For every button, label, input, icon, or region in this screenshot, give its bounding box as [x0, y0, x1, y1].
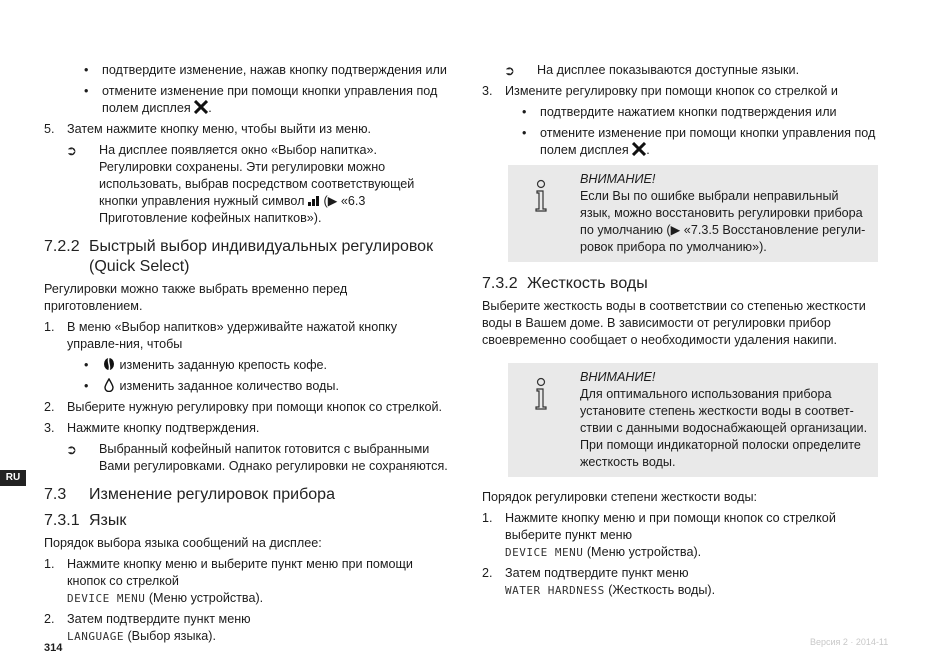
result-note [44, 441, 448, 475]
section-number: 7.3.1 [44, 512, 80, 529]
paragraph: Выберите жесткость воды в соответствии со степенью жесткости воды в Вашем доме. В зависимости от регулировки прибор своевременно сообщает о необходимости удаления накипи. [482, 299, 866, 347]
menu-item-code: DEVICE MENU [505, 546, 584, 559]
result-text: На дисплее показываются доступные языки. [537, 63, 800, 77]
step-number: 5. [44, 122, 55, 136]
section-number: 7.2.2 [44, 238, 80, 255]
step-number: 3. [482, 84, 493, 98]
step-text: Нажмите кнопку меню и выберите пункт меню при помощи кнопок со стрелкой [67, 557, 413, 588]
paragraph: Регулировки можно также выбрать временно перед приготовлением. [44, 282, 348, 313]
paragraph: Порядок регулировки степени жесткости воды: [482, 490, 758, 504]
strength-bars-icon [308, 196, 320, 206]
result-arrow-icon: ➲ [66, 143, 77, 158]
menu-item-code: LANGUAGE [67, 630, 124, 643]
footer-version: Версия 2 · 2014-11 [810, 637, 889, 647]
note-title: ВНИМАНИЕ! [580, 172, 656, 186]
step-text: Затем нажмите кнопку меню, чтобы выйти из меню. [67, 122, 372, 136]
section-title: Изменение регулировок прибора [89, 486, 335, 503]
bullet: • [84, 63, 89, 77]
language-tab: RU [0, 470, 26, 486]
step-number: 3. [44, 421, 55, 435]
step-number: 2. [44, 400, 55, 414]
bullet: • [84, 379, 89, 393]
step-number: 1. [44, 557, 55, 571]
attention-note [508, 363, 878, 477]
bullet: • [522, 105, 527, 119]
step-1 [482, 510, 878, 561]
close-x-icon [632, 142, 646, 156]
bullet-text: изменить заданное количество воды. [119, 379, 339, 393]
step-text: Измените регулировку при помощи кнопок со стрелкой и [505, 84, 838, 98]
step-2 [482, 565, 878, 599]
bullet-text: отмените изменение при помощи кнопки управления под полем дисплея [540, 126, 876, 157]
list-item [44, 378, 448, 395]
result-text: На дисплее появляется окно «Выбор напитка». Регулировки сохранены. Эти регулировки можно использовать, выбрав посредством соответствующей кнопки управления нужный символ [99, 143, 415, 208]
list-item [44, 62, 448, 79]
step-2 [44, 611, 448, 645]
bullet: • [84, 358, 89, 372]
section-heading-7-3-2 [482, 274, 878, 294]
result-note [482, 62, 878, 79]
bullet-text: отмените изменение при помощи кнопки управления под полем дисплея [102, 84, 438, 115]
step-3 [44, 420, 448, 437]
note-title: ВНИМАНИЕ! [580, 370, 656, 384]
list-item [482, 104, 878, 121]
step-text: Затем подтвердите пункт меню [505, 566, 689, 580]
section-heading-7-3 [44, 485, 448, 505]
close-x-icon [194, 100, 208, 114]
step-number: 1. [482, 511, 493, 525]
step-1 [44, 319, 448, 353]
step-number: 2. [482, 566, 493, 580]
info-icon [530, 179, 552, 213]
step-text: В меню «Выбор напитков» удерживайте нажатой кнопку управле-ния, чтобы [67, 320, 397, 351]
list-item [44, 357, 448, 374]
note-text: Если Вы по ошибке выбрали неправильный язык, можно восстановить регулировки прибора по умолчанию (▶ «7.3.5 Восстановление регули-ровок прибора по умолчанию»). [580, 189, 866, 254]
menu-item-desc: (Меню устройства). [586, 545, 702, 559]
menu-item-desc: (Выбор языка). [127, 629, 216, 643]
page-number: 314 [44, 642, 63, 654]
bullet: • [84, 84, 89, 98]
menu-item-desc: (Жесткость воды). [608, 583, 716, 597]
result-arrow-icon: ➲ [504, 63, 515, 78]
section-heading-7-3-1 [44, 511, 448, 531]
step-5 [44, 121, 448, 138]
step-1 [44, 556, 448, 607]
coffee-bean-icon [102, 357, 116, 371]
note-text: Для оптимального использования прибора установите степень жесткости воды в соответ-ствии с данными водоснабжающей организации. При помощи индикаторной полоски определите жесткость воды. [580, 387, 868, 469]
left-column [44, 62, 448, 649]
step-number: 2. [44, 612, 55, 626]
bullet-text: подтвердите изменение, нажав кнопку подтверждения или [102, 63, 447, 77]
list-item: • отмените изменение при помощи кнопки управления под полем дисплея . [522, 126, 876, 157]
cross-reference: (▶ «6.3 Приготовление кофейных напитков»). [99, 194, 366, 225]
menu-item-code: DEVICE MENU [67, 592, 146, 605]
section-title: Язык [89, 512, 127, 529]
right-column [482, 62, 878, 603]
section-title: Жесткость воды [527, 275, 648, 292]
menu-item-code: WATER HARDNESS [505, 584, 605, 597]
step-text: Нажмите кнопку подтверждения. [67, 421, 260, 435]
section-number: 7.3.2 [482, 275, 518, 292]
menu-item-desc: (Меню устройства). [148, 591, 264, 605]
paragraph: Порядок выбора языка сообщений на дисплее: [44, 536, 322, 550]
section-heading-7-2-2 [44, 237, 448, 277]
section-title: Быстрый выбор индивидуальных регулировок (Quick Select) [89, 238, 434, 275]
step-3 [482, 83, 878, 100]
step-text: Нажмите кнопку меню и при помощи кнопок со стрелкой выберите пункт меню [505, 511, 836, 542]
result-arrow-icon: ➲ [66, 442, 77, 457]
attention-note [508, 165, 878, 262]
step-text: Выберите нужную регулировку при помощи кнопок со стрелкой. [67, 400, 443, 414]
result-text: Выбранный кофейный напиток готовится с выбранными Вами регулировками. Однако регулировки не сохраняются. [99, 442, 448, 473]
result-note [44, 142, 448, 227]
info-icon [530, 377, 552, 411]
step-text: Затем подтвердите пункт меню [67, 612, 251, 626]
step-2 [44, 399, 448, 416]
bullet-text: изменить заданную крепость кофе. [119, 358, 328, 372]
bullet-text: подтвердите нажатием кнопки подтверждения или [540, 105, 837, 119]
list-item: • отмените изменение при помощи кнопки управления под полем дисплея . [84, 84, 438, 115]
bullet: • [522, 126, 527, 140]
step-number: 1. [44, 320, 55, 334]
water-drop-icon [102, 378, 116, 392]
section-number: 7.3 [44, 486, 67, 503]
